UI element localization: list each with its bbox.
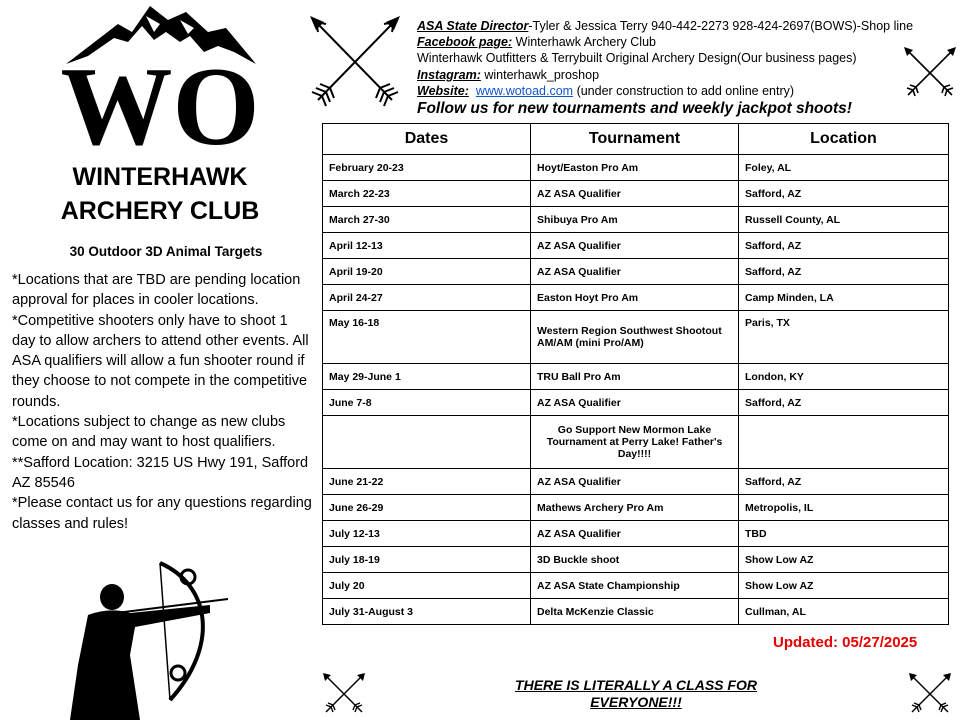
cell-date: July 20 (323, 573, 531, 599)
cell-tournament: TRU Ball Pro Am (531, 364, 739, 390)
website-line (417, 83, 967, 99)
director-label: ASA State Director (417, 19, 529, 33)
note-safford: **Safford Location: 3215 US Hwy 191, Safford AZ 85546 (12, 454, 309, 491)
cell-tournament: AZ ASA Qualifier (531, 521, 739, 547)
cell-tournament: AZ ASA Qualifier (531, 233, 739, 259)
facebook-text: Winterhawk Archery Club (512, 35, 656, 50)
archer-silhouette-icon (60, 555, 235, 720)
crossed-arrows-icon (908, 672, 952, 716)
cell-location (739, 416, 949, 469)
cell-location: Show Low AZ (739, 573, 949, 599)
cell-location: Metropolis, IL (739, 495, 949, 521)
cell-date: July 18-19 (323, 547, 531, 573)
cell-location: Safford, AZ (739, 469, 949, 495)
cell-date: March 27-30 (323, 207, 531, 233)
club-name-line2: ARCHERY CLUB (60, 197, 260, 225)
table-row (323, 390, 949, 416)
club-logo (58, 2, 263, 152)
table-row (323, 521, 949, 547)
targets-subtitle: 30 Outdoor 3D Animal Targets (69, 244, 263, 259)
table-row (323, 573, 949, 599)
cell-tournament: Western Region Southwest Shootout AM/AM (mini Pro/AM) (531, 311, 739, 364)
cell-date: June 26-29 (323, 495, 531, 521)
contact-header (417, 18, 967, 99)
table-row (323, 285, 949, 311)
cell-tournament: AZ ASA Qualifier (531, 390, 739, 416)
header-tournament: Tournament (531, 124, 739, 155)
cell-location: Safford, AZ (739, 390, 949, 416)
table-row (323, 233, 949, 259)
business-line: Winterhawk Outfitters & Terrybuilt Original Archery Design(Our business pages) (417, 51, 857, 66)
updated-date: Updated: 05/27/2025 (773, 634, 918, 651)
club-name (20, 160, 300, 228)
table-row (323, 155, 949, 181)
table-row (323, 311, 949, 364)
cell-tournament: Go Support New Mormon Lake Tournament at Perry Lake! Father's Day!!!! (531, 416, 739, 469)
tournament-schedule-table (322, 123, 949, 625)
cell-tournament: Easton Hoyt Pro Am (531, 285, 739, 311)
cell-date (323, 416, 531, 469)
header-dates: Dates (323, 124, 531, 155)
cell-location: Safford, AZ (739, 233, 949, 259)
cell-location: London, KY (739, 364, 949, 390)
cell-date: June 21-22 (323, 469, 531, 495)
cell-tournament: AZ ASA Qualifier (531, 259, 739, 285)
table-row (323, 181, 949, 207)
cell-date: February 20-23 (323, 155, 531, 181)
table-row (323, 599, 949, 625)
slogan: THERE IS LITERALLY A CLASS FOR EVERYONE!!! (515, 677, 757, 710)
cell-location: Cullman, AL (739, 599, 949, 625)
cell-tournament: 3D Buckle shoot (531, 547, 739, 573)
website-label: Website: (417, 83, 469, 98)
director-line (417, 18, 967, 34)
note-locations: *Locations subject to change as new clubs come on and may want to host qualifiers. (12, 414, 286, 451)
table-row (323, 469, 949, 495)
instagram-text: winterhawk_proshop (480, 67, 600, 82)
table-row (323, 495, 949, 521)
cell-location: Paris, TX (739, 311, 949, 364)
facebook-label: Facebook page: (417, 35, 513, 50)
facebook-line (417, 34, 967, 50)
cell-tournament: AZ ASA Qualifier (531, 469, 739, 495)
crossed-arrows-icon (306, 14, 404, 110)
table-row (323, 547, 949, 573)
cell-location: Camp Minden, LA (739, 285, 949, 311)
cell-date: July 12-13 (323, 521, 531, 547)
cell-location: Safford, AZ (739, 181, 949, 207)
cell-tournament: Delta McKenzie Classic (531, 599, 739, 625)
cell-tournament: Mathews Archery Pro Am (531, 495, 739, 521)
cell-tournament: AZ ASA Qualifier (531, 181, 739, 207)
cell-date: April 12-13 (323, 233, 531, 259)
crossed-arrows-icon (322, 672, 366, 716)
director-text: -Tyler & Jessica Terry 940-442-2273 928-424-2697(BOWS)-Shop line (528, 19, 914, 33)
instagram-line (417, 67, 967, 83)
cell-tournament: Shibuya Pro Am (531, 207, 739, 233)
table-row (323, 364, 949, 390)
cell-location: TBD (739, 521, 949, 547)
note-competitive: *Competitive shooters only have to shoot 1 day to allow archers to attend other events. All ASA qualifiers will allow a fun shooter round if they choose to not compete in the competitive rounds. (12, 312, 309, 410)
website-link[interactable]: www.wotoad.com (475, 83, 574, 98)
follow-banner: Follow us for new tournaments and weekly jackpot shoots! (417, 100, 852, 117)
cell-date: May 16-18 (323, 311, 531, 364)
club-name-line1: WINTERHAWK (72, 163, 248, 191)
header-location: Location (739, 124, 949, 155)
table-row (323, 207, 949, 233)
logo-letters: WO (60, 45, 260, 152)
cell-date: May 29-June 1 (323, 364, 531, 390)
cell-location: Russell County, AL (739, 207, 949, 233)
notes (12, 270, 312, 534)
cell-date: July 31-August 3 (323, 599, 531, 625)
cell-location: Show Low AZ (739, 547, 949, 573)
note-contact: *Please contact us for any questions regarding classes and rules! (12, 495, 312, 532)
cell-date: April 19-20 (323, 259, 531, 285)
cell-location: Foley, AL (739, 155, 949, 181)
cell-tournament: AZ ASA State Championship (531, 573, 739, 599)
table-header-row (323, 124, 949, 155)
website-note: (under construction to add online entry) (573, 83, 795, 98)
instagram-label: Instagram: (417, 67, 481, 82)
cell-date: March 22-23 (323, 181, 531, 207)
cell-date: June 7-8 (323, 390, 531, 416)
table-row (323, 416, 949, 469)
cell-location: Safford, AZ (739, 259, 949, 285)
cell-date: April 24-27 (323, 285, 531, 311)
table-row (323, 259, 949, 285)
cell-tournament: Hoyt/Easton Pro Am (531, 155, 739, 181)
note-tbd: *Locations that are TBD are pending location approval for places in cooler locations. (12, 272, 301, 309)
